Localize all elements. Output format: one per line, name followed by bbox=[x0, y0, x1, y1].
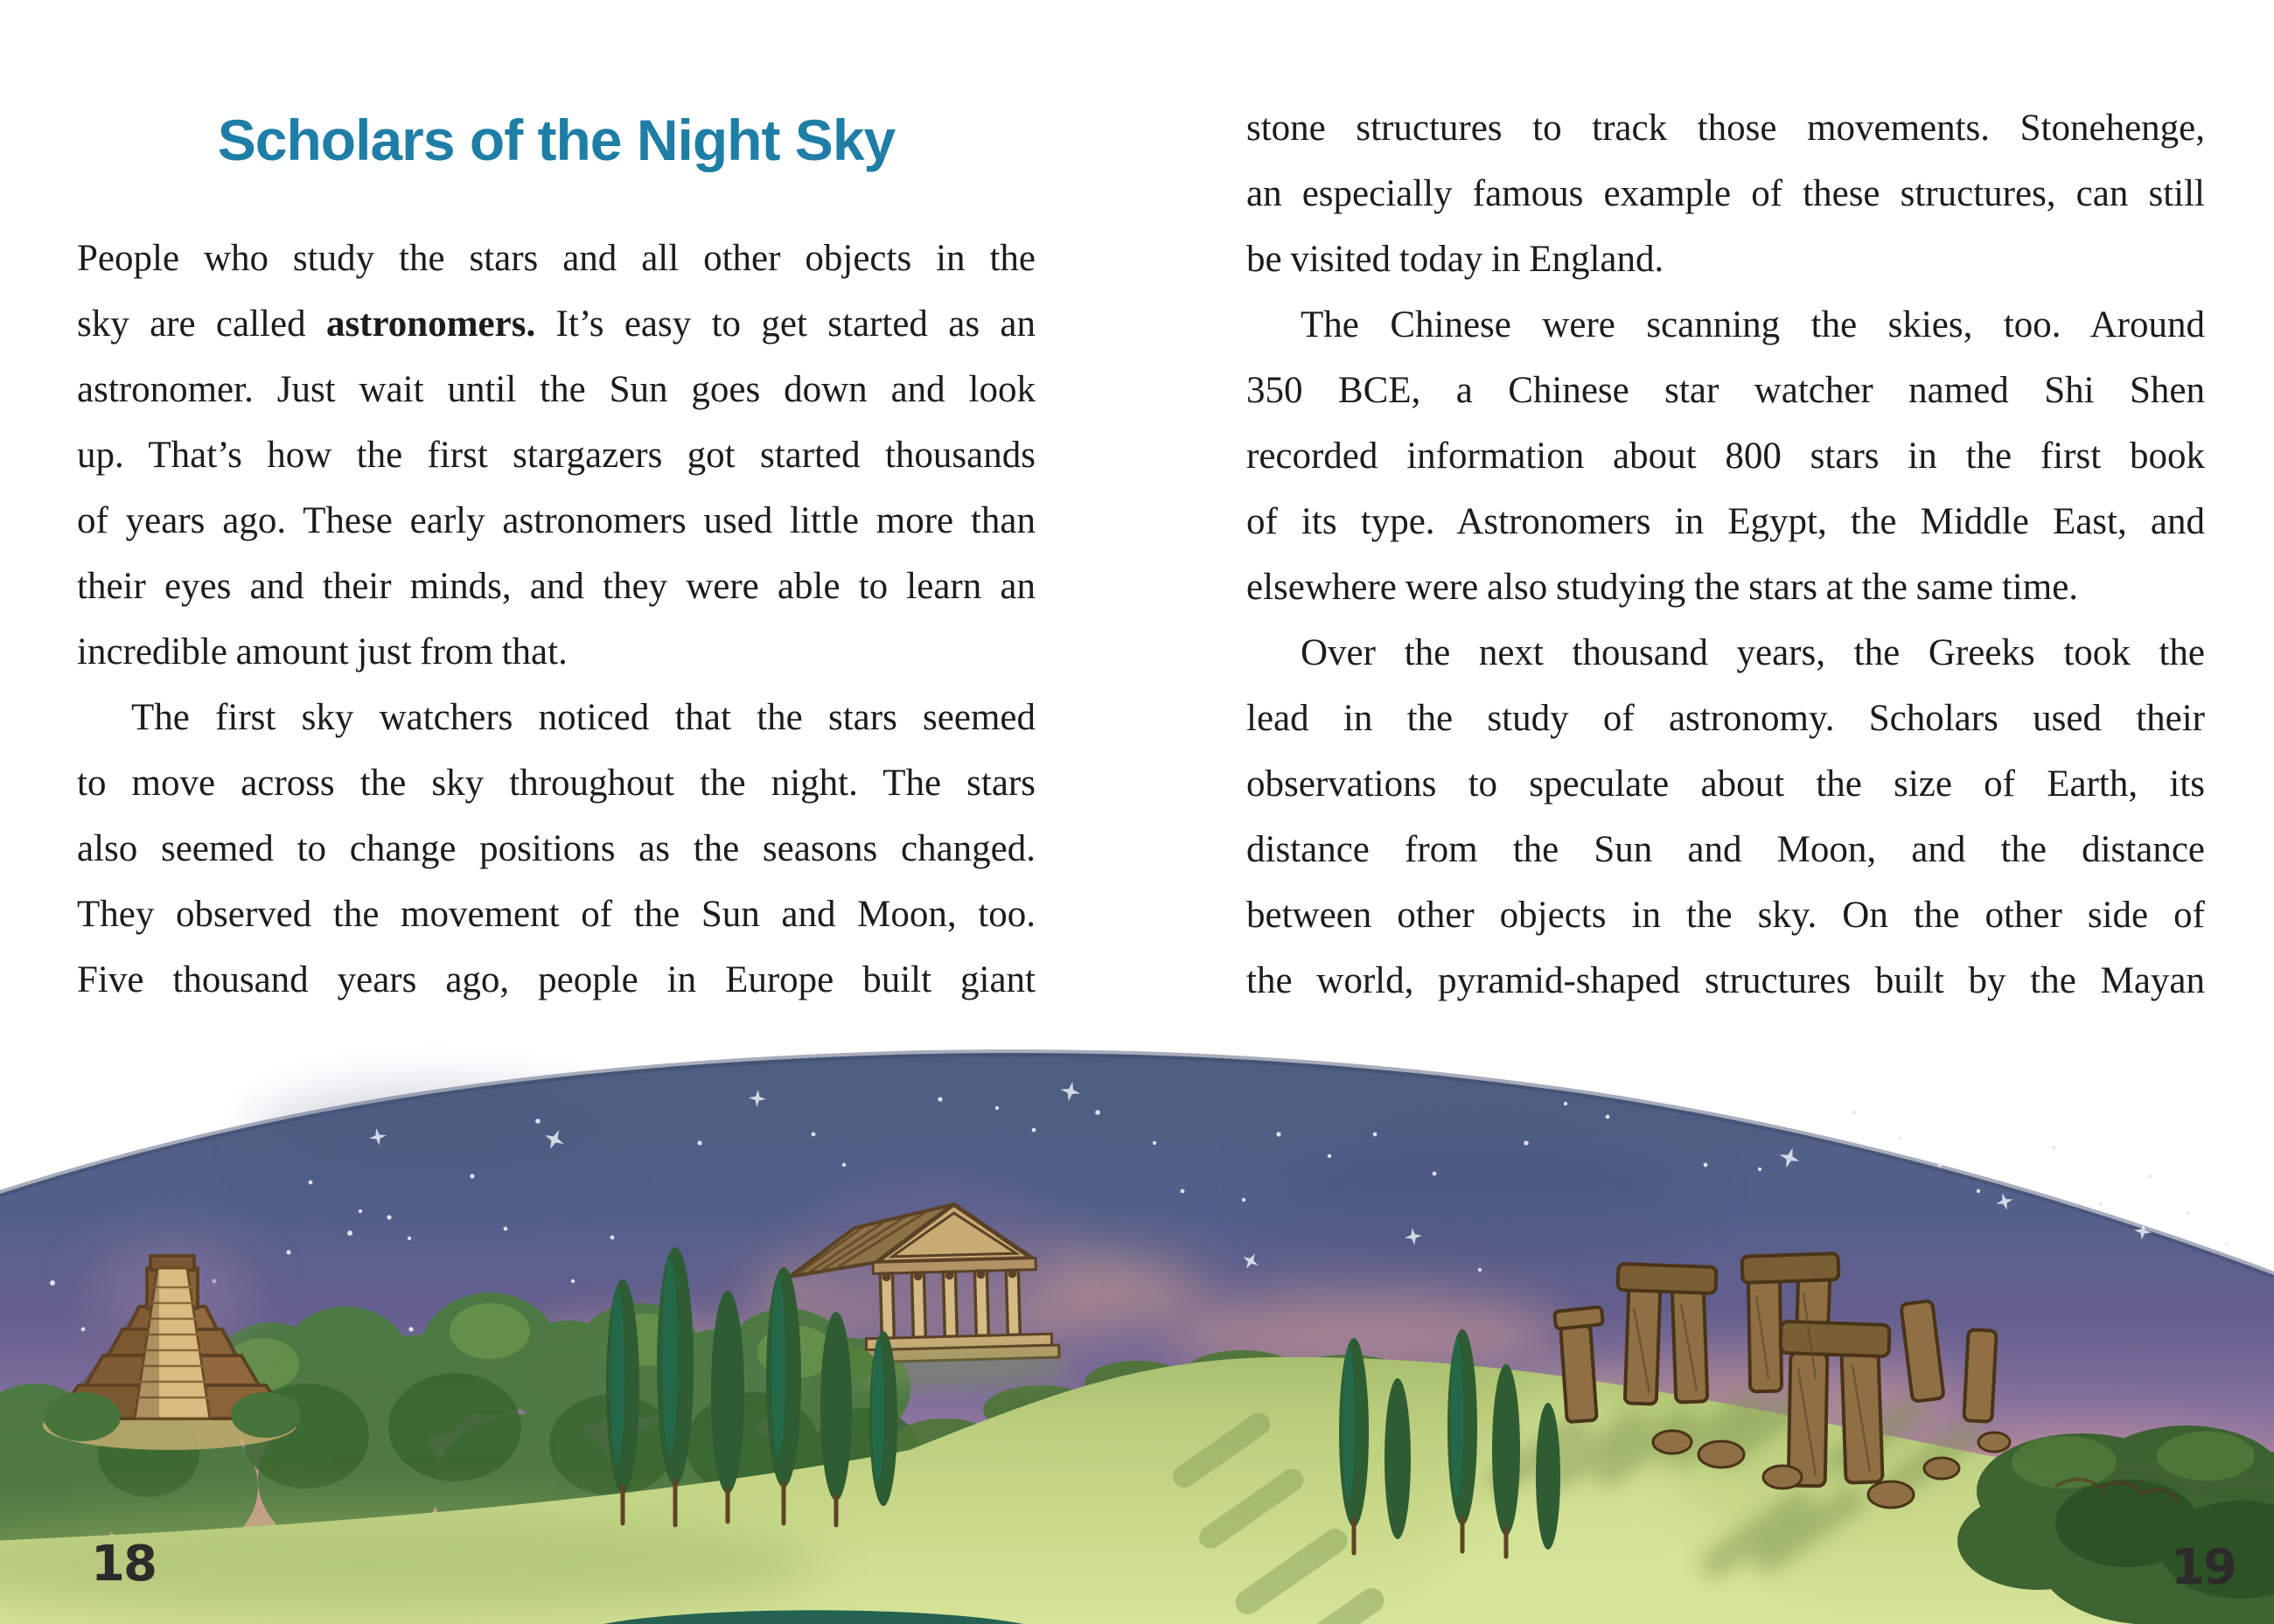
text-line: between other objects in the sky. On the other side of bbox=[1246, 895, 2205, 936]
text-line: to move across the sky throughout the night. The stars bbox=[77, 763, 1036, 804]
text-line: also seemed to change positions as the seasons changed. bbox=[77, 828, 1036, 869]
text-line: Five thousand years ago, people in Europe built giant bbox=[77, 959, 1036, 1000]
text-line: lead in the study of astronomy. Scholars used their bbox=[1246, 698, 2205, 739]
text-line: The first sky watchers noticed that the stars seemed bbox=[131, 697, 1036, 738]
text-line: astronomer. Just wait until the Sun goes down and look bbox=[77, 369, 1036, 410]
text-line: sky are called astronomers. It’s easy to get started as an bbox=[77, 303, 1036, 345]
text-line: recorded information about 800 stars in the first book bbox=[1246, 436, 2205, 477]
page-number-left: 18 bbox=[91, 1536, 156, 1593]
text-line: up. That’s how the first stargazers got started thousands bbox=[77, 435, 1036, 476]
text-line: observations to speculate about the size of Earth, its bbox=[1246, 763, 2205, 805]
text-line: the world, pyramid-shaped structures built by the Mayan bbox=[1246, 960, 2205, 1001]
text-line: stone structures to track those movements. Stonehenge, bbox=[1246, 108, 2205, 149]
text-line: People who study the stars and all other objects in the bbox=[77, 238, 1036, 279]
text-line: Over the next thousand years, the Greeks took the bbox=[1301, 632, 2205, 673]
text-line: an especially famous example of these structures, can still bbox=[1246, 173, 2205, 214]
text-line: The Chinese were scanning the skies, too. Around bbox=[1301, 304, 2205, 345]
page-title: Scholars of the Night Sky bbox=[217, 108, 896, 172]
text-line: They observed the movement of the Sun and Moon, too. bbox=[77, 894, 1036, 935]
text-line: be visited today in England. bbox=[1246, 239, 1664, 280]
text-line: of its type. Astronomers in Egypt, the Middle East, and bbox=[1246, 501, 2205, 542]
text-line: of years ago. These early astronomers used little more than bbox=[77, 500, 1036, 541]
text-line: elsewhere were also studying the stars at the same time. bbox=[1246, 567, 2079, 608]
text-line: incredible amount just from that. bbox=[77, 631, 568, 673]
left-column-text bbox=[77, 226, 1036, 1013]
right-column-text bbox=[1246, 95, 2205, 1014]
page-number-right: 19 bbox=[2171, 1539, 2236, 1596]
text-line: their eyes and their minds, and they were able to learn an bbox=[77, 566, 1036, 607]
text-line: 350 BCE, a Chinese star watcher named Shi Shen bbox=[1246, 370, 2205, 411]
text-line: distance from the Sun and Moon, and the distance bbox=[1246, 829, 2205, 870]
